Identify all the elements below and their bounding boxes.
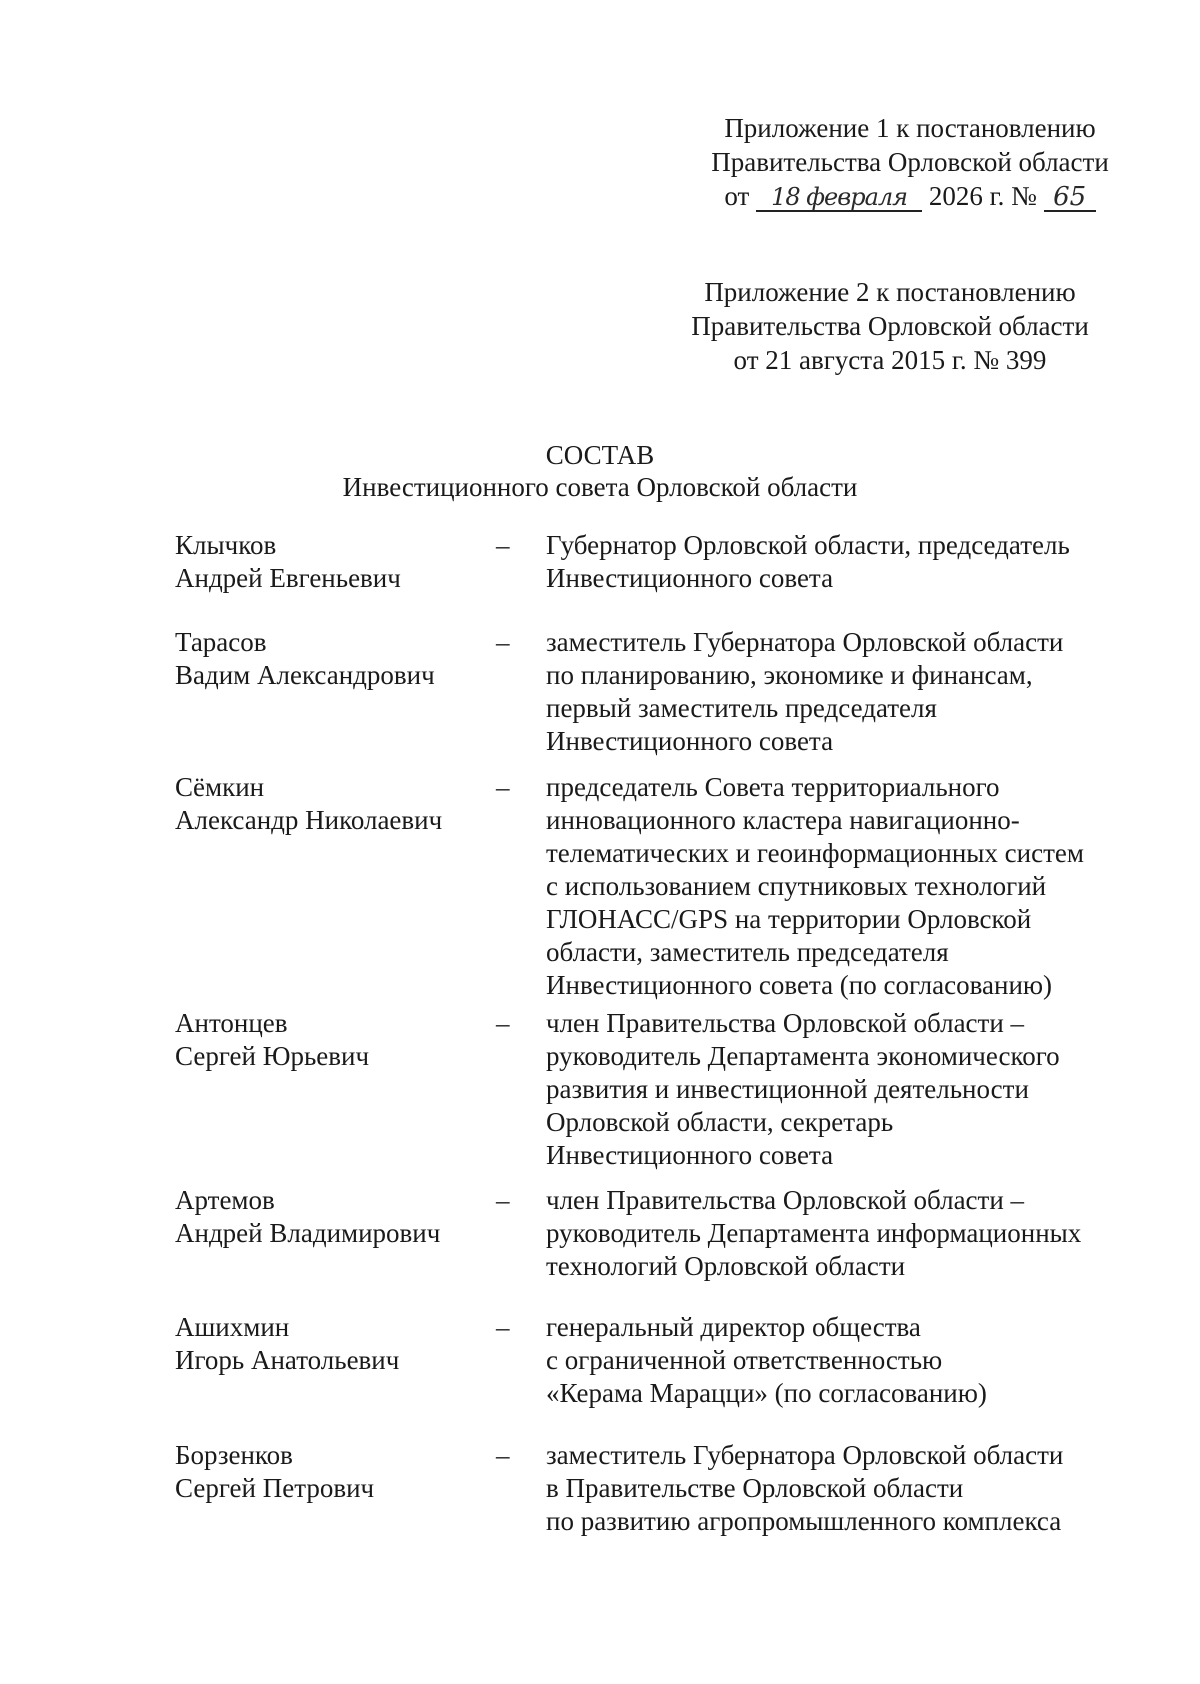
- member-name: [175, 1007, 475, 1073]
- member-role: [546, 771, 1126, 1002]
- member-name: [175, 1439, 475, 1505]
- member-name: [175, 529, 475, 595]
- member-role-line: с ограниченной ответственностью: [546, 1345, 943, 1375]
- member-dash: –: [496, 530, 510, 560]
- handwritten-date: 18 февраля: [756, 184, 922, 212]
- document-title: СОСТАВ: [545, 440, 655, 470]
- member-surname: Клычков: [175, 530, 277, 560]
- member-surname: Сёмкин: [175, 772, 265, 802]
- member-role-line: Инвестиционного совета: [546, 1140, 834, 1170]
- appendix-2-line-3: от 21 августа 2015 г. № 399: [733, 345, 1047, 375]
- member-role-line: «Керама Марацци» (по согласованию): [546, 1378, 987, 1408]
- member-dash: –: [496, 1440, 510, 1470]
- member-role-line: первый заместитель председателя: [546, 693, 937, 723]
- member-name: [175, 1184, 475, 1250]
- member-role-line: заместитель Губернатора Орловской области: [546, 627, 1064, 657]
- member-role-line: председатель Совета территориального: [546, 772, 1000, 802]
- member-dash: –: [496, 1185, 510, 1215]
- member-role-line: генеральный директор общества: [546, 1312, 921, 1342]
- member-name: [175, 1311, 475, 1377]
- member-role-line: в Правительстве Орловской области: [546, 1473, 964, 1503]
- member-role-line: Инвестиционного совета (по согласованию): [546, 970, 1053, 1000]
- member-dash: –: [496, 772, 510, 802]
- member-name: [175, 771, 475, 837]
- member-given-names: Игорь Анатольевич: [175, 1345, 400, 1375]
- member-role-line: инновационного кластера навигационно-: [546, 805, 1020, 835]
- appendix-1-line-2: Правительства Орловской области: [711, 147, 1109, 177]
- member-given-names: Сергей Петрович: [175, 1473, 375, 1503]
- member-surname: Ашихмин: [175, 1312, 290, 1342]
- member-role-line: член Правительства Орловской области –: [546, 1185, 1025, 1215]
- member-role: [546, 1311, 1126, 1410]
- member-role-line: по развитию агропромышленного комплекса: [546, 1506, 1062, 1536]
- member-given-names: Андрей Владимирович: [175, 1218, 441, 1248]
- member-role-line: по планированию, экономике и финансам,: [546, 660, 1033, 690]
- member-surname: Борзенков: [175, 1440, 293, 1470]
- member-dash: –: [496, 1008, 510, 1038]
- member-role-line: Губернатор Орловской области, председатель: [546, 530, 1070, 560]
- member-given-names: Андрей Евгеньевич: [175, 563, 401, 593]
- member-role: [546, 1439, 1126, 1538]
- member-role-line: член Правительства Орловской области –: [546, 1008, 1025, 1038]
- appendix-2-line-2: Правительства Орловской области: [691, 311, 1089, 341]
- member-role: [546, 1184, 1126, 1283]
- member-role-line: ГЛОНАСС/GPS на территории Орловской: [546, 904, 1032, 934]
- document-subtitle: Инвестиционного совета Орловской области: [342, 472, 858, 502]
- member-role-line: технологий Орловской области: [546, 1251, 906, 1281]
- member-role-line: развития и инвестиционной деятельности: [546, 1074, 1029, 1104]
- member-role-line: заместитель Губернатора Орловской области: [546, 1440, 1064, 1470]
- handwritten-number: 65: [1044, 184, 1096, 212]
- member-role-line: Инвестиционного совета: [546, 726, 834, 756]
- member-given-names: Вадим Александрович: [175, 660, 435, 690]
- appendix-1-header: [660, 111, 1160, 213]
- member-given-names: Сергей Юрьевич: [175, 1041, 370, 1071]
- member-role-line: области, заместитель председателя: [546, 937, 949, 967]
- member-role-line: телематических и геоинформационных систем: [546, 838, 1084, 868]
- member-role-line: руководитель Департамента экономического: [546, 1041, 1060, 1071]
- appendix-1-line-1: Приложение 1 к постановлению: [724, 113, 1096, 143]
- member-role: [546, 529, 1126, 595]
- member-surname: Артемов: [175, 1185, 275, 1215]
- member-dash: –: [496, 1312, 510, 1342]
- member-role: [546, 626, 1126, 758]
- appendix-1-date-line: [660, 179, 1160, 213]
- member-surname: Тарасов: [175, 627, 267, 657]
- member-role-line: с использованием спутниковых технологий: [546, 871, 1047, 901]
- appendix-2-header: [640, 275, 1140, 377]
- member-role-line: Орловской области, секретарь: [546, 1107, 894, 1137]
- appendix-2-line-1: Приложение 2 к постановлению: [704, 277, 1076, 307]
- member-given-names: Александр Николаевич: [175, 805, 443, 835]
- member-name: [175, 626, 475, 692]
- member-role: [546, 1007, 1126, 1172]
- date-prefix: от: [724, 181, 750, 211]
- member-dash: –: [496, 627, 510, 657]
- member-surname: Антонцев: [175, 1008, 288, 1038]
- year-label: 2026 г. №: [928, 181, 1037, 211]
- member-role-line: руководитель Департамента информационных: [546, 1218, 1082, 1248]
- member-role-line: Инвестиционного совета: [546, 563, 834, 593]
